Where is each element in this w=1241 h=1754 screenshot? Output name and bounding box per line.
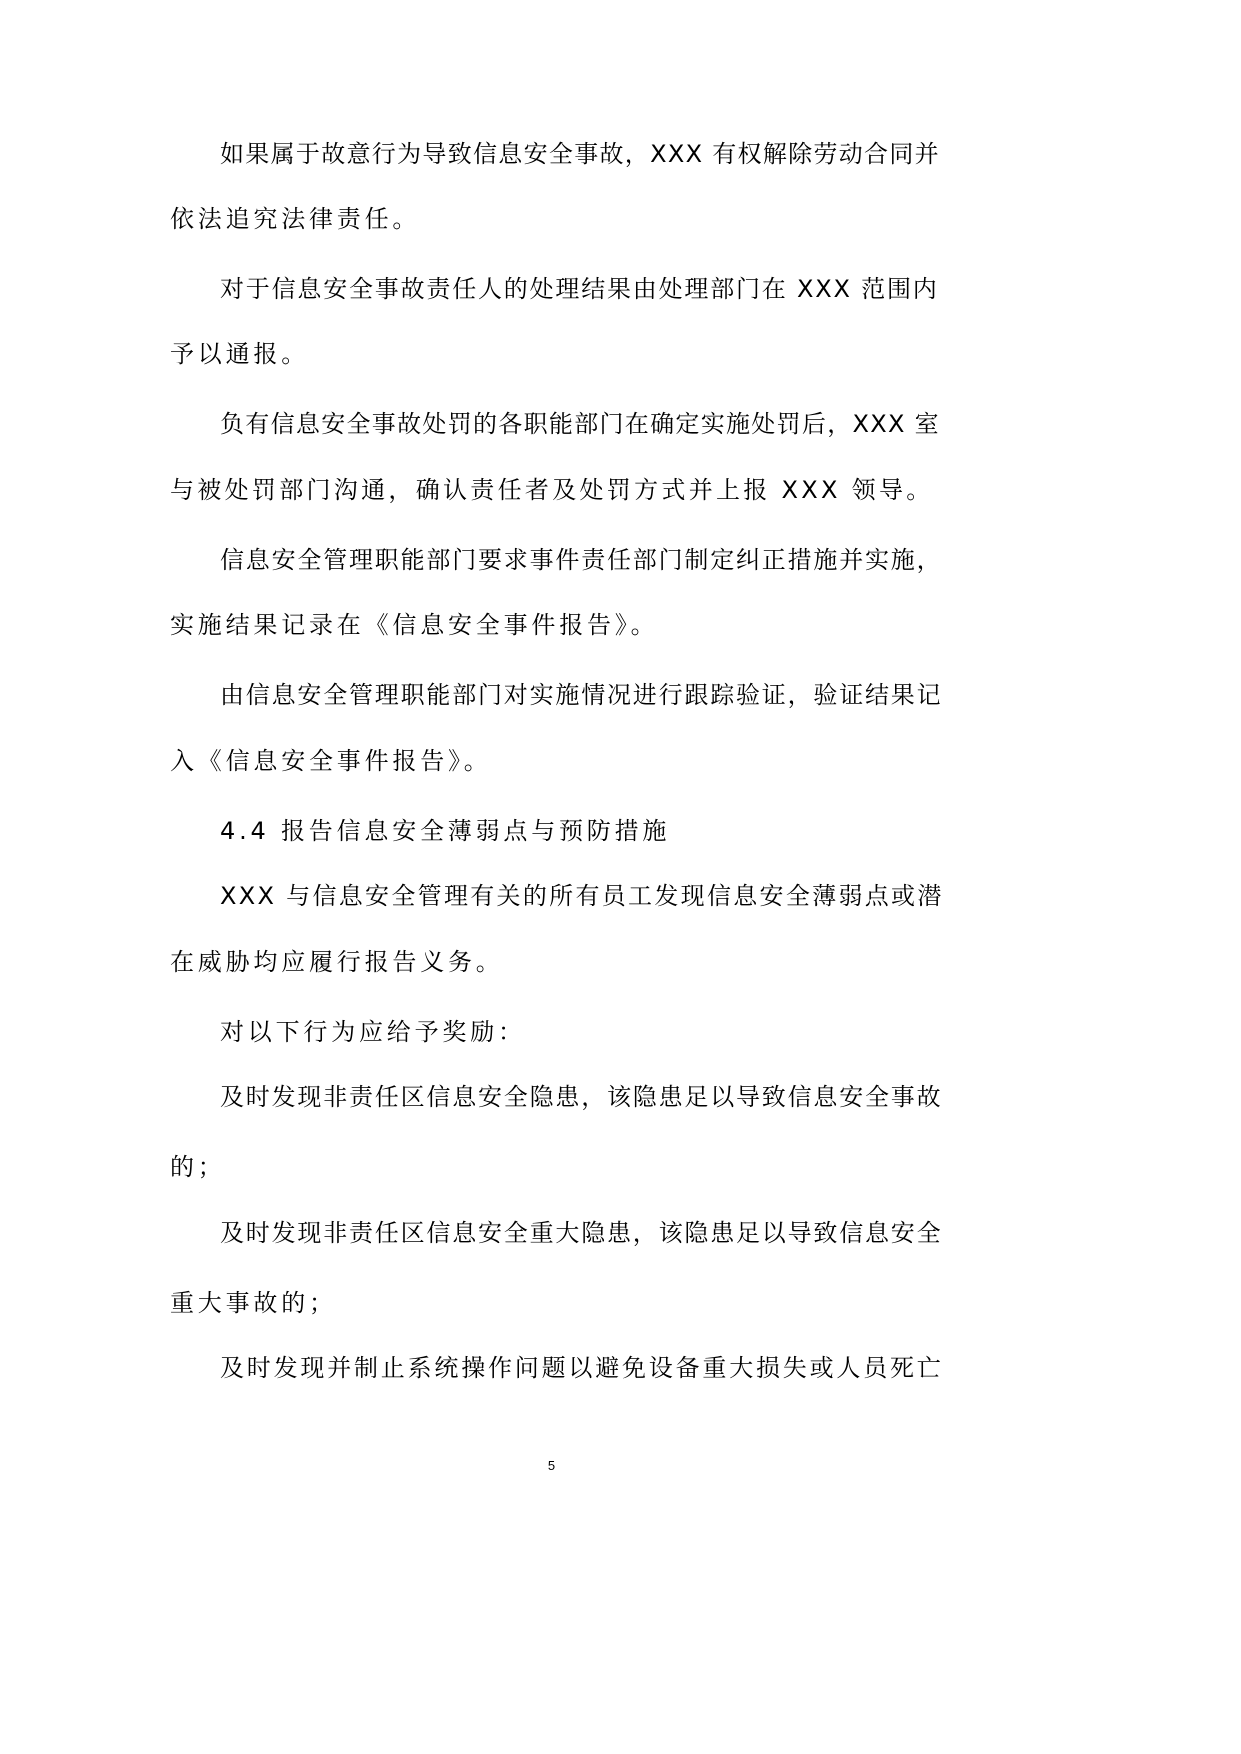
paragraph-line: 对于信息安全事故责任人的处理结果由处理部门在 XXX 范围内 — [220, 275, 939, 303]
paragraph-line: 信息安全管理职能部门要求事件责任部门制定纠正措施并实施， — [220, 546, 943, 574]
paragraph-line: 入《信息安全事件报告》。 — [170, 747, 492, 775]
paragraph-line: 及时发现非责任区信息安全重大隐患，该隐患足以导致信息安全 — [220, 1219, 943, 1247]
paragraph-line: 重大事故的； — [170, 1289, 337, 1317]
paragraph-line: 与被处罚部门沟通，确认责任者及处罚方式并上报 XXX 领导。 — [170, 476, 934, 504]
paragraph-line: 对以下行为应给予奖励： — [220, 1018, 526, 1046]
paragraph-line: 的； — [170, 1153, 226, 1181]
paragraph-line: 及时发现并制止系统操作问题以避免设备重大损失或人员死亡 — [220, 1354, 944, 1382]
paragraph-line: 负有信息安全事故处罚的各职能部门在确定实施处罚后，XXX 室 — [220, 410, 940, 438]
paragraph-line: 由信息安全管理职能部门对实施情况进行跟踪验证，验证结果记 — [220, 681, 943, 709]
paragraph-line: 依法追究法律责任。 — [170, 205, 421, 233]
paragraph-line: 实施结果记录在《信息安全事件报告》。 — [170, 611, 659, 639]
paragraph-line: 如果属于故意行为导致信息安全事故，XXX 有权解除劳动合同并 — [220, 140, 940, 168]
paragraph-line: 及时发现非责任区信息安全隐患，该隐患足以导致信息安全事故 — [220, 1083, 943, 1111]
page-number: 5 — [547, 1458, 556, 1473]
paragraph-line: 予以通报。 — [170, 340, 309, 368]
paragraph-line: 在威胁均应履行报告义务。 — [170, 948, 504, 976]
paragraph-line: XXX 与信息安全管理有关的所有员工发现信息安全薄弱点或潜 — [220, 882, 944, 910]
section-heading: 4.4 报告信息安全薄弱点与预防措施 — [220, 817, 671, 845]
